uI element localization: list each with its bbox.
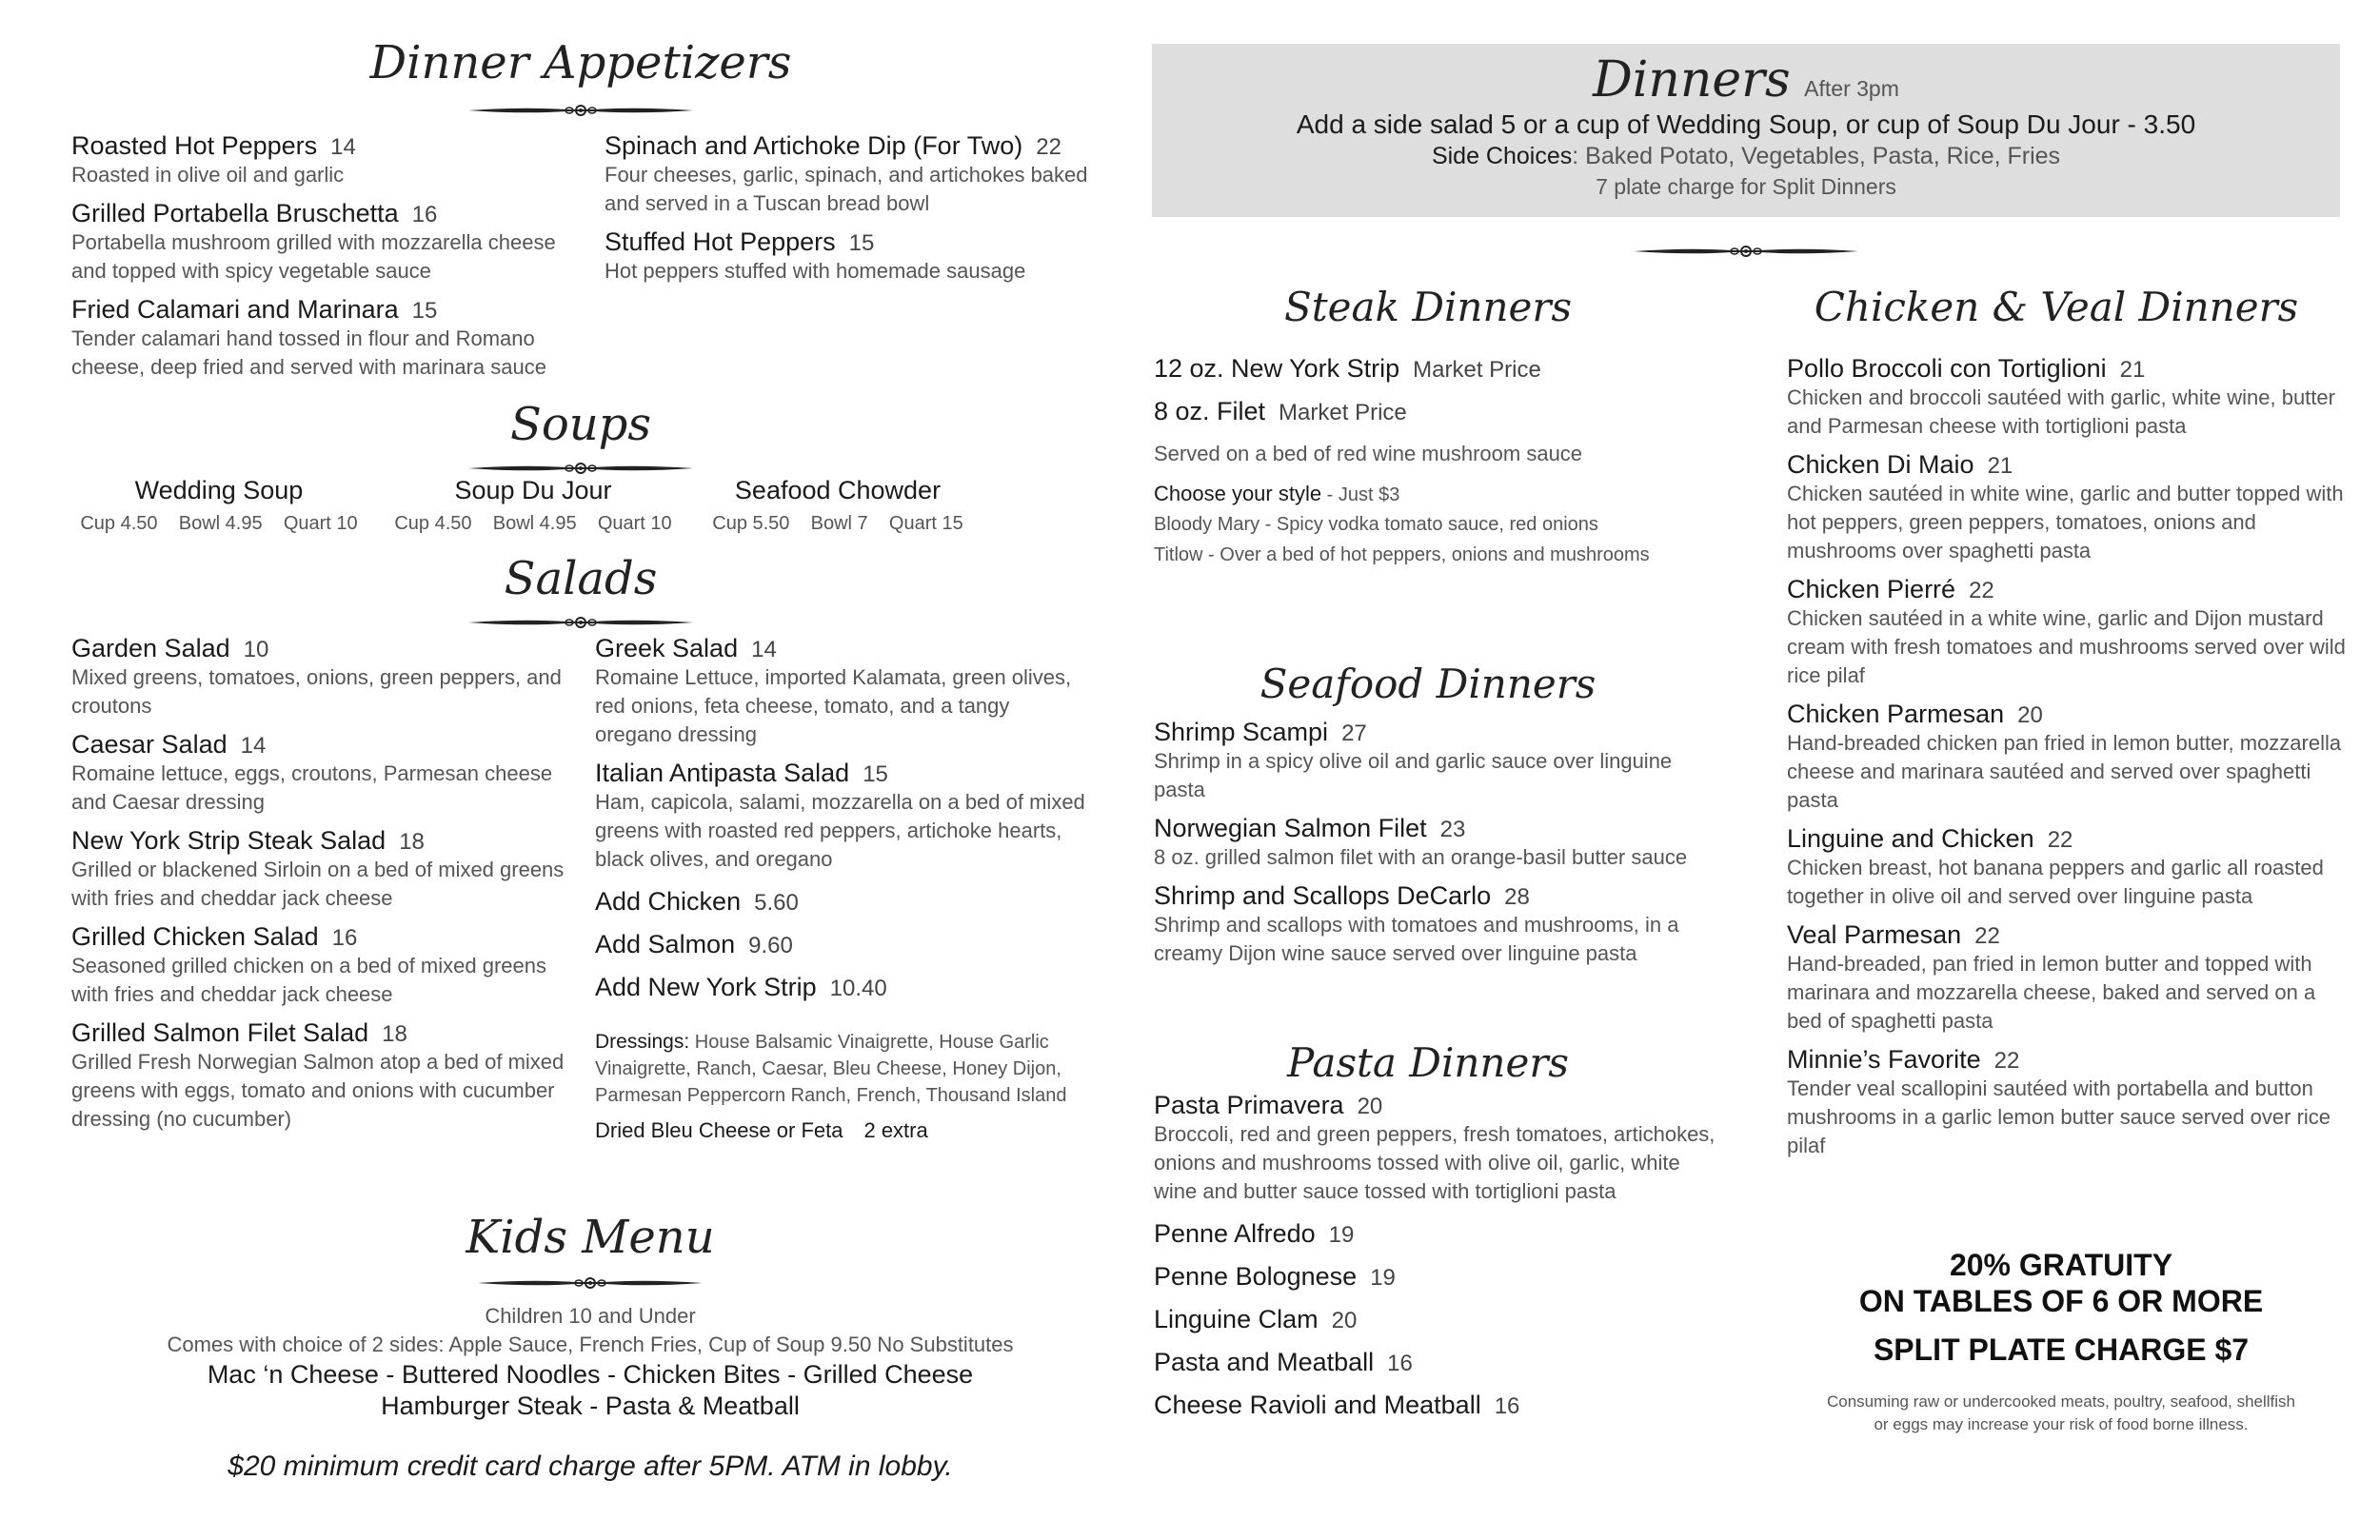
- menu-item: [1787, 824, 2349, 911]
- chicken-veal-title: Chicken & Veal Dinners: [1814, 284, 2299, 330]
- item-description: Grilled or blackened Sirloin on a bed of mixed greens with fries and cheddar jack cheese: [71, 858, 565, 910]
- kids-sides-note: Comes with choice of 2 sides: Apple Sauce, French Fries, Cup of Soup 9.50 No Substitutes: [167, 1333, 1014, 1356]
- menu-item: [595, 759, 1090, 874]
- appetizers-flourish: [466, 103, 695, 118]
- appetizers-left-column: [71, 131, 585, 391]
- menu-item: [605, 131, 1100, 218]
- item-name: Grilled Chicken Salad: [71, 922, 319, 951]
- item-name: Stuffed Hot Peppers: [605, 227, 836, 256]
- menu-item: [71, 730, 585, 817]
- kids-flourish: [476, 1275, 704, 1291]
- chicken-veal-section: [1787, 354, 2349, 1170]
- item-name: Veal Parmesan: [1787, 920, 1962, 949]
- item-price: 22: [1969, 578, 1994, 603]
- credit-card-notice: $20 minimum credit card charge after 5PM. ATM in lobby.: [228, 1451, 953, 1482]
- soup-item: [690, 476, 985, 535]
- item-description: Broccoli, red and green peppers, fresh tomatoes, artichokes, onions and mushrooms tossed with olive oil, garlic, white wine and butter sauce tossed with tortiglioni pasta: [1154, 1122, 1716, 1203]
- menu-item: [1154, 881, 1725, 968]
- item-name: Pasta and Meatball: [1154, 1348, 1375, 1376]
- gratuity-line1: 20% GRATUITY: [1949, 1248, 2173, 1282]
- pasta-section: [1154, 1091, 1725, 1430]
- side-choices-text: : Baked Potato, Vegetables, Pasta, Rice, Fries: [1572, 143, 2061, 169]
- menu-item: [71, 295, 585, 382]
- pasta-title: Pasta Dinners: [1287, 1039, 1569, 1086]
- steak-section: [1154, 354, 1735, 570]
- menu-item: [1154, 354, 1735, 384]
- item-name: Pasta Primavera: [1154, 1091, 1344, 1119]
- item-name: Spinach and Artichoke Dip (For Two): [605, 131, 1023, 160]
- item-price: 15: [848, 230, 875, 256]
- item-name: Roasted Hot Peppers: [71, 131, 318, 160]
- split-plate-charge: SPLIT PLATE CHARGE $7: [1873, 1333, 2250, 1367]
- bleu-cheese-option: [595, 1118, 1090, 1143]
- item-price: 21: [2119, 357, 2146, 383]
- item-name: Minnie’s Favorite: [1787, 1045, 1981, 1074]
- item-price: 21: [1987, 453, 2013, 479]
- steak-title: Steak Dinners: [1283, 284, 1573, 330]
- item-description: Portabella mushroom grilled with mozzarella cheese and topped with spicy vegetable sauce: [71, 230, 556, 283]
- menu-item: [1154, 397, 1735, 426]
- soup-name: Soup Du Jour: [454, 476, 612, 504]
- item-description: Tender veal scallopini sautéed with portabella and button mushrooms in a garlic lemon butter sauce served over rice pilaf: [1787, 1076, 2331, 1157]
- item-name: Shrimp and Scallops DeCarlo: [1154, 881, 1492, 910]
- menu-item: [595, 634, 1090, 749]
- menu-item: [1154, 814, 1725, 872]
- item-price: 22: [1993, 1048, 2020, 1074]
- item-price: 20: [1331, 1308, 1358, 1333]
- item-name: Chicken Di Maio: [1787, 450, 1974, 479]
- item-price: 15: [411, 298, 438, 324]
- item-price: 20: [2017, 702, 2043, 728]
- menu-item: [1154, 718, 1725, 804]
- item-price: 18: [382, 1021, 407, 1047]
- kids-items-line2: Hamburger Steak - Pasta & Meatball: [381, 1392, 800, 1420]
- item-name: Garden Salad: [71, 634, 230, 662]
- item-description: Romaine lettuce, eggs, croutons, Parmesan cheese and Caesar dressing: [71, 761, 553, 814]
- item-price: 16: [1387, 1351, 1413, 1376]
- menu-item: [1787, 700, 2349, 815]
- item-price: 14: [240, 733, 267, 759]
- item-description: Seasoned grilled chicken on a bed of mixed greens with fries and cheddar jack cheese: [71, 954, 546, 1006]
- appetizers-right-column: [605, 131, 1100, 295]
- soup-name: Seafood Chowder: [734, 476, 942, 504]
- item-name: Linguine and Chicken: [1787, 824, 2034, 853]
- item-price: 22: [2047, 827, 2073, 853]
- item-price: 19: [1370, 1265, 1396, 1291]
- soups-flourish: [466, 461, 695, 476]
- item-name: Caesar Salad: [71, 730, 228, 759]
- menu-item: [1787, 920, 2349, 1036]
- dinners-banner: [1152, 44, 2340, 217]
- item-description: Shrimp and scallops with tomatoes and mushrooms, in a creamy Dijon wine sauce served over linguine pasta: [1154, 913, 1679, 965]
- item-price: 19: [1328, 1222, 1355, 1248]
- gratuity-line2: ON TABLES OF 6 OR MORE: [1858, 1284, 2264, 1318]
- item-price: 28: [1504, 884, 1530, 910]
- menu-item: [605, 227, 1100, 286]
- item-description: Chicken breast, hot banana peppers and garlic all roasted together in olive oil and served over linguine pasta: [1787, 856, 2324, 908]
- item-description: Chicken sautéed in a white wine, garlic and Dijon mustard cream with fresh tomatoes and mushrooms served over wild rice pilaf: [1787, 606, 2346, 687]
- seafood-section: [1154, 718, 1725, 977]
- item-description: Mixed greens, tomatoes, onions, green peppers, and croutons: [71, 665, 562, 718]
- split-dinner-note: 7 plate charge for Split Dinners: [1596, 174, 1896, 199]
- addon-item: [595, 887, 1090, 917]
- menu-item: [1154, 1219, 1725, 1249]
- addon-price: 9.60: [748, 933, 793, 958]
- item-price: 18: [399, 829, 425, 855]
- addon-name: Add Salmon: [595, 930, 736, 958]
- addon-price: 10.40: [829, 976, 887, 1001]
- addon-name: Add New York Strip: [595, 973, 817, 1001]
- menu-item: [71, 826, 585, 913]
- seafood-title: Seafood Dinners: [1259, 661, 1597, 707]
- salads-left-column: [71, 634, 585, 1143]
- kids-items-line1: Mac ‘n Cheese - Buttered Noodles - Chicken Bites - Grilled Cheese: [207, 1360, 974, 1389]
- item-description: Chicken and broccoli sautéed with garlic, white wine, butter and Parmesan cheese with tortiglioni pasta: [1787, 385, 2335, 438]
- item-price: Market Price: [1413, 357, 1541, 383]
- side-choices-label: Side Choices: [1431, 143, 1573, 169]
- menu-item: [71, 922, 585, 1009]
- kids-title: Kids Menu: [466, 1211, 715, 1264]
- dinners-after: After 3pm: [1804, 76, 1899, 101]
- menu-item: [1787, 575, 2349, 690]
- item-price: 14: [751, 637, 777, 662]
- style-heading: [1154, 480, 1735, 509]
- item-name: 12 oz. New York Strip: [1154, 354, 1400, 383]
- item-price: 23: [1439, 817, 1466, 842]
- menu-item: [1787, 450, 2349, 565]
- soup-prices: Cup 5.50 Bowl 7 Quart 15: [712, 513, 963, 534]
- side-choices-line: [1152, 141, 2340, 171]
- item-description: Roasted in olive oil and garlic: [71, 163, 345, 187]
- addon-name: Add Chicken: [595, 887, 742, 916]
- style-option: Bloody Mary - Spicy vodka tomato sauce, red onions: [1154, 514, 1598, 535]
- addon-item: [595, 973, 1090, 1002]
- gratuity-notice: [1771, 1247, 2351, 1436]
- dressings-text: House Balsamic Vinaigrette, House Garlic Vinaigrette, Ranch, Caesar, Bleu Cheese, Honey Dijon, Parmesan Peppercorn Ranch, French, Thousand Island: [595, 1032, 1067, 1106]
- soup-item: [71, 476, 367, 535]
- salads-right-column: [595, 634, 1090, 1143]
- item-price: 22: [1974, 923, 2000, 949]
- item-name: Chicken Parmesan: [1787, 700, 2005, 728]
- item-name: Shrimp Scampi: [1154, 718, 1329, 746]
- item-price: 14: [330, 134, 356, 160]
- item-name: New York Strip Steak Salad: [71, 826, 387, 855]
- menu-item: [1787, 1045, 2349, 1160]
- item-price: 22: [1036, 134, 1061, 160]
- kids-age-note: Children 10 and Under: [485, 1304, 696, 1328]
- bleu-label: Dried Bleu Cheese or Feta: [595, 1118, 843, 1142]
- item-description: Chicken sautéed in white wine, garlic and butter topped with hot peppers, green peppers, tomatoes, onions and mushrooms over spaghetti pasta: [1787, 482, 2344, 563]
- addon-price: 5.60: [754, 890, 799, 916]
- item-name: Chicken Pierré: [1787, 575, 1956, 603]
- item-name: Fried Calamari and Marinara: [71, 295, 399, 324]
- item-name: Penne Bolognese: [1154, 1262, 1358, 1291]
- bleu-price: 2 extra: [863, 1118, 928, 1142]
- item-description: Romaine Lettuce, imported Kalamata, green olives, red onions, feta cheese, tomato, and a tangy oregano dressing: [595, 665, 1072, 746]
- dressings-label: Dressings:: [595, 1031, 690, 1053]
- item-price: 15: [863, 761, 888, 787]
- item-description: Tender calamari hand tossed in flour and Romano cheese, deep fried and served with marinara sauce: [71, 326, 546, 379]
- item-price: 10: [243, 637, 269, 662]
- side-salad-note: Add a side salad 5 or a cup of Wedding Soup, or cup of Soup Du Jour - 3.50: [1296, 109, 2196, 139]
- style-option: Titlow - Over a bed of hot peppers, onions and mushrooms: [1154, 544, 1650, 565]
- dinners-heading: [1152, 51, 2340, 109]
- item-price: 20: [1357, 1094, 1383, 1119]
- item-name: Grilled Portabella Bruschetta: [71, 199, 399, 227]
- soup-item: [386, 476, 681, 535]
- menu-item: [1154, 1091, 1725, 1206]
- item-name: Norwegian Salmon Filet: [1154, 814, 1427, 842]
- dressings-list: [595, 1029, 1090, 1109]
- kids-menu-block: [57, 1302, 1123, 1483]
- dinners-flourish: [1632, 244, 1860, 259]
- salads-title: Salads: [504, 552, 658, 605]
- menu-item: [71, 131, 585, 189]
- item-price: 16: [411, 202, 438, 227]
- item-price: 27: [1341, 721, 1367, 746]
- menu-item: [71, 199, 585, 286]
- soups-title: Soups: [509, 398, 652, 451]
- style-label: Choose your style: [1154, 482, 1322, 505]
- item-name: Pollo Broccoli con Tortiglioni: [1787, 354, 2107, 383]
- item-name: Italian Antipasta Salad: [595, 759, 850, 787]
- item-name: Penne Alfredo: [1154, 1219, 1316, 1248]
- item-price: 16: [1494, 1393, 1520, 1419]
- menu-item: [1154, 1262, 1725, 1292]
- food-warning-line2: or eggs may increase your risk of food borne illness.: [1874, 1415, 2249, 1433]
- item-name: Cheese Ravioli and Meatball: [1154, 1391, 1481, 1419]
- item-name: Greek Salad: [595, 634, 739, 662]
- food-warning-line1: Consuming raw or undercooked meats, poultry, seafood, shellfish: [1827, 1392, 2295, 1411]
- item-description: Hand-breaded, pan fried in lemon butter and topped with marinara and mozzarella cheese, baked and served on a bed of spaghetti pasta: [1787, 952, 2316, 1033]
- item-name: Linguine Clam: [1154, 1305, 1319, 1333]
- item-price: 16: [331, 925, 358, 951]
- item-description: Hand-breaded chicken pan fried in lemon butter, mozzarella cheese and marinara sautéed and served over spaghetti pasta: [1787, 731, 2342, 812]
- item-name: Grilled Salmon Filet Salad: [71, 1018, 369, 1047]
- addon-item: [595, 930, 1090, 959]
- dinners-title: Dinners: [1593, 51, 1791, 109]
- item-description: Four cheeses, garlic, spinach, and artichokes baked and served in a Tuscan bread bowl: [605, 163, 1088, 215]
- menu-item: [1154, 1391, 1725, 1420]
- menu-item: [71, 1018, 585, 1134]
- menu-item: [1154, 1348, 1725, 1377]
- item-name: 8 oz. Filet: [1154, 397, 1266, 425]
- appetizers-title: Dinner Appetizers: [369, 36, 792, 89]
- salads-flourish: [466, 615, 695, 630]
- item-description: Ham, capicola, salami, mozzarella on a bed of mixed greens with roasted red peppers, artichoke hearts, black olives, and oregano: [595, 790, 1085, 871]
- item-description: Grilled Fresh Norwegian Salmon atop a bed of mixed greens with eggs, tomato and onions with cucumber dressing (no cucumber): [71, 1050, 565, 1131]
- menu-item: [1154, 1305, 1725, 1334]
- menu-item: [71, 634, 585, 721]
- soup-prices: Cup 4.50 Bowl 4.95 Quart 10: [394, 513, 672, 534]
- soup-prices: Cup 4.50 Bowl 4.95 Quart 10: [80, 513, 358, 534]
- soup-name: Wedding Soup: [134, 476, 304, 504]
- item-description: Shrimp in a spicy olive oil and garlic sauce over linguine pasta: [1154, 749, 1673, 801]
- style-price: - Just $3: [1321, 484, 1400, 505]
- item-description: Hot peppers stuffed with homemade sausage: [605, 259, 1026, 283]
- steak-served-note: Served on a bed of red wine mushroom sauce: [1154, 442, 1583, 465]
- item-description: 8 oz. grilled salmon filet with an orange-basil butter sauce: [1154, 845, 1688, 869]
- menu-item: [1787, 354, 2349, 441]
- item-price: Market Price: [1279, 400, 1407, 425]
